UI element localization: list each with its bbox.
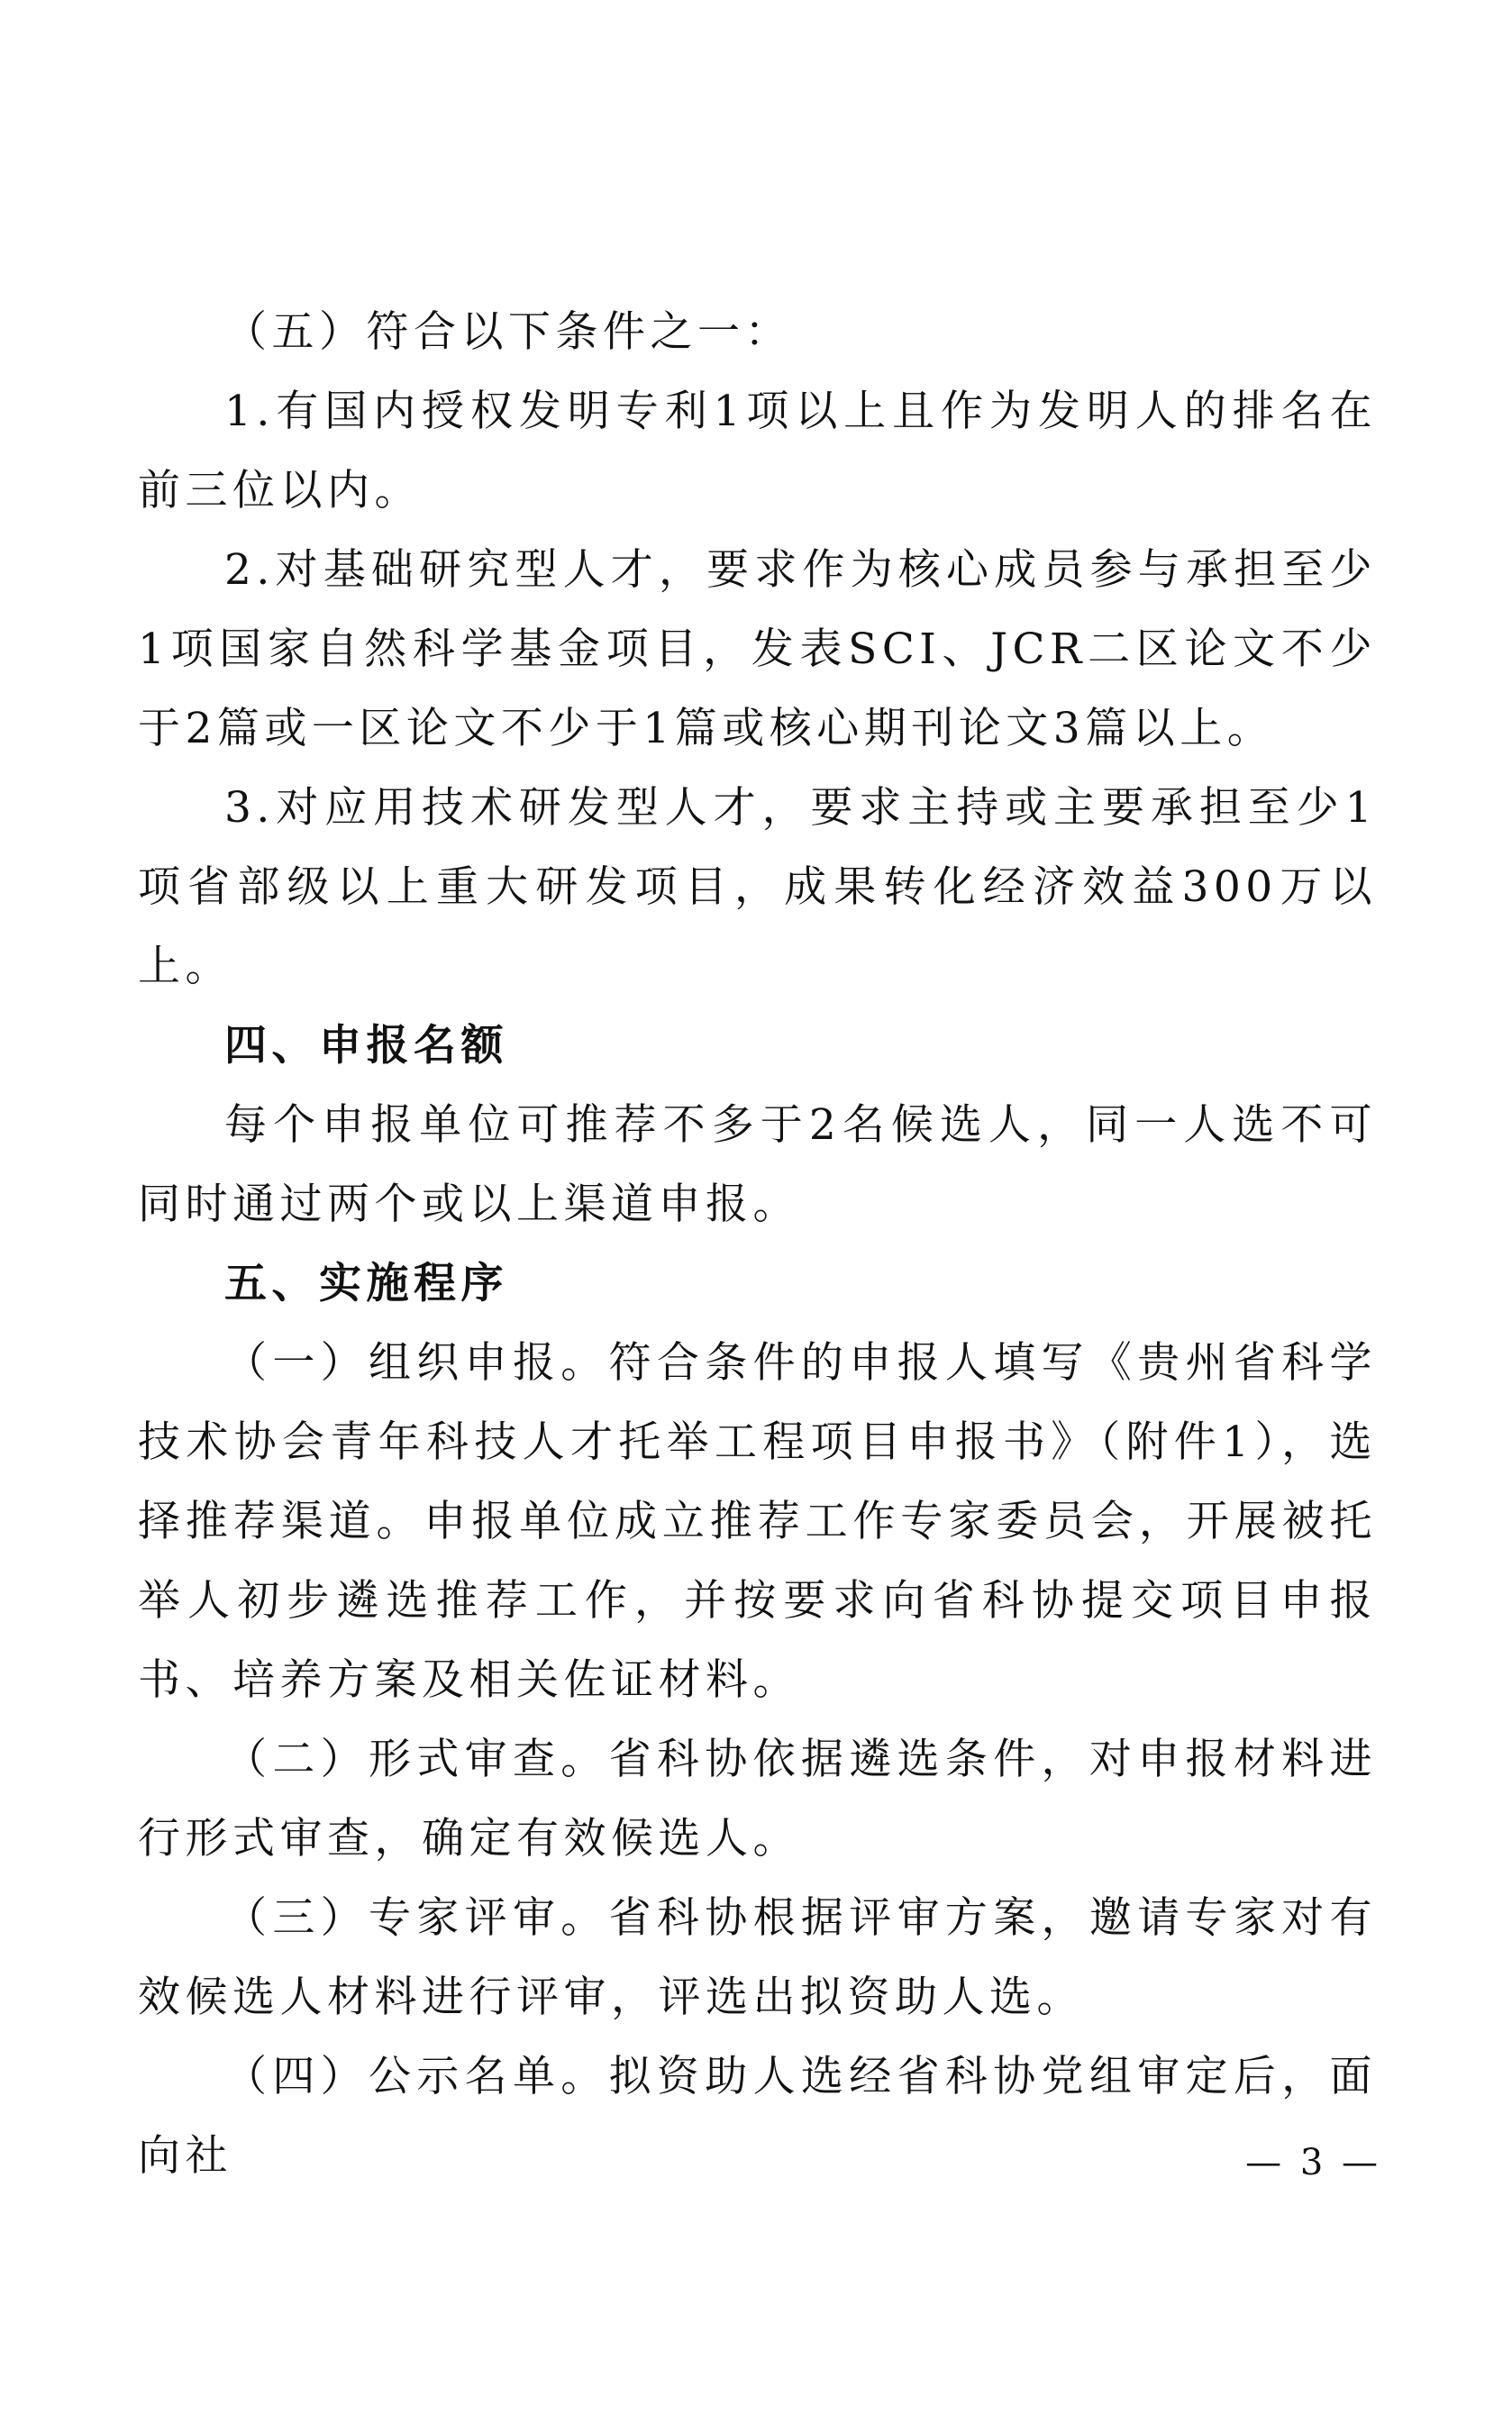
procedure-step-2: （二）形式审查。省科协依据遴选条件，对申报材料进行形式审查，确定有效候选人。 [138,1735,1377,1864]
procedure-step-1: （一）组织申报。符合条件的申报人填写《贵州省科学技术协会青年科技人才托举工程项目申报书》（附件1），选择推荐渠道。申报单位成立推荐工作专家委员会，开展被托举人初步遴选推荐工作，并按要求向省科协提交项目申报书、培养方案及相关佐证材料。 [138,1338,1377,1705]
section-heading-quota: 四、申报名额 [224,1021,508,1071]
condition-item-1: 1.有国内授权发明专利1项以上且作为发明人的排名在前三位以内。 [138,387,1377,515]
document-body [138,293,1377,2196]
procedure-step-4: （四）公示名单。拟资助人选经省科协党组审定后，面向社 [138,2052,1377,2181]
condition-item-2: 2.对基础研究型人才，要求作为核心成员参与承担至少1项国家自然科学基金项目，发表SCI、JCR二区论文不少于2篇或一区论文不少于1篇或核心期刊论文3篇以上。 [138,545,1377,753]
page-number: — 3 — [1245,2142,1381,2183]
condition-five-intro: （五）符合以下条件之一： [224,307,792,357]
procedure-step-3: （三）专家评审。省科协根据评审方案，邀请专家对有效候选人材料进行评审，评选出拟资助人选。 [138,1893,1377,2022]
section-heading-procedure: 五、实施程序 [224,1259,508,1308]
condition-item-3: 3.对应用技术研发型人才，要求主持或主要承担至少1项省部级以上重大研发项目，成果转化经济效益300万以上。 [138,783,1377,991]
quota-paragraph: 每个申报单位可推荐不多于2名候选人，同一人选不可同时通过两个或以上渠道申报。 [138,1100,1377,1229]
